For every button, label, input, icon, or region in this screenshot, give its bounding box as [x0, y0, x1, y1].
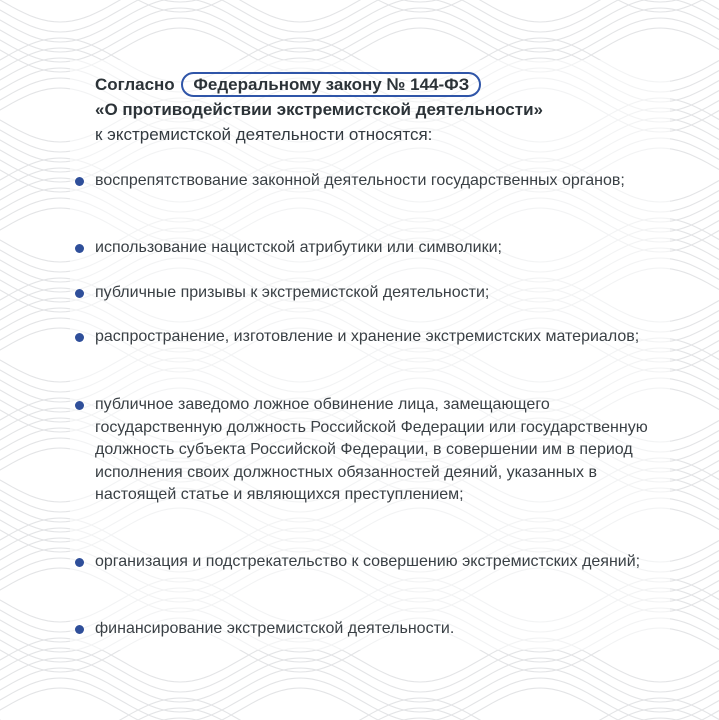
- list-item-text: распространение, изготовление и хранение экстремистских материалов;: [95, 328, 640, 345]
- list-item: [95, 551, 660, 574]
- wave-line: [0, 18, 719, 62]
- intro-line-1: [95, 72, 665, 97]
- bullet-dot-icon: [75, 625, 84, 634]
- law-name-badge: Федеральному закону № 144-ФЗ: [181, 72, 481, 97]
- intro-prefix: Согласно: [95, 75, 175, 94]
- wave-line: [0, 668, 719, 712]
- list-item: [95, 282, 660, 305]
- intro-paragraph: [95, 72, 665, 147]
- list-item-text: организация и подстрекательство к совершению экстремистских деяний;: [95, 553, 641, 570]
- list-item: [95, 326, 660, 349]
- wave-line: [0, 658, 719, 702]
- law-title: «О противодействии экстремистской деятельности»: [95, 100, 543, 119]
- wave-line: [0, 8, 719, 52]
- bullet-dot-icon: [75, 558, 84, 567]
- list-item-text: публичное заведомо ложное обвинение лица, замещающего государственную должность Российской Федерации или государственную должность субъекта Российской Федерации, в совершении им в период исполнения своих должностных обязанностей деяний, указанных в настоящей статье и являющихся преступлением;: [95, 396, 648, 503]
- list-item-text: воспрепятствование законной деятельности государственных органов;: [95, 172, 625, 189]
- list-item: [95, 394, 660, 507]
- list-item: [95, 618, 660, 641]
- bullet-dot-icon: [75, 401, 84, 410]
- bullet-dot-icon: [75, 244, 84, 253]
- main-content: [95, 72, 665, 637]
- intro-lead: к экстремистской деятельности относятся:: [95, 125, 433, 144]
- list-item-text: публичные призывы к экстремистской деятельности;: [95, 284, 490, 301]
- bullet-dot-icon: [75, 177, 84, 186]
- list-item-text: финансирование экстремистской деятельности.: [95, 620, 455, 637]
- wave-line: [0, 648, 719, 692]
- list-item-text: использование нацистской атрибутики или символики;: [95, 239, 502, 256]
- bullet-dot-icon: [75, 289, 84, 298]
- list-item: [95, 237, 660, 260]
- list-item: [95, 170, 660, 193]
- bullet-dot-icon: [75, 333, 84, 342]
